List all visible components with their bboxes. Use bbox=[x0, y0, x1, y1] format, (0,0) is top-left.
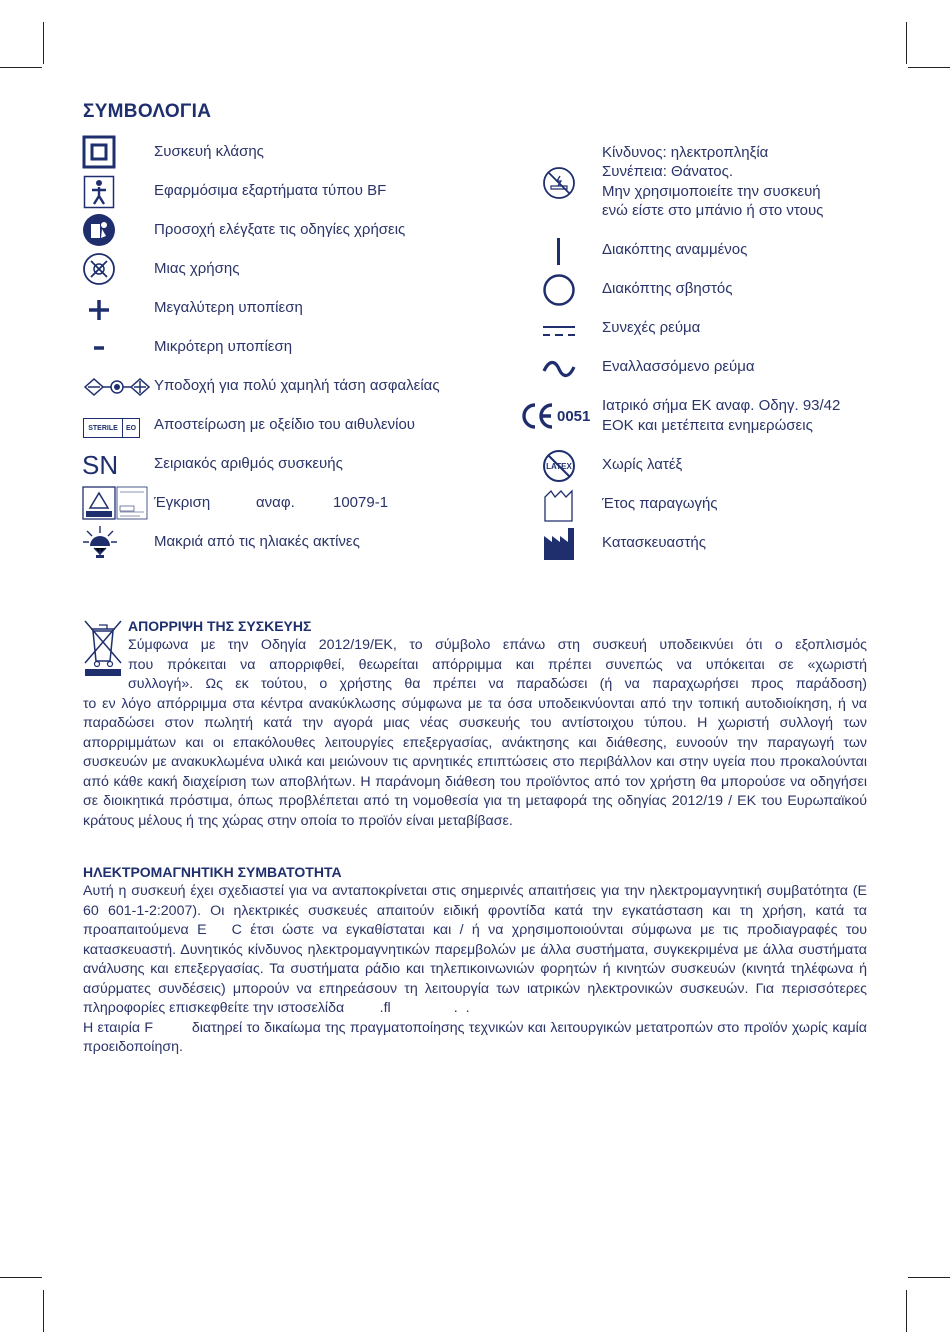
disposal-body: το εν λόγο απόρριμμα στα κέντρα ανακύκλωσης σύμφωνα με τα όσα υποδεικνύονται από την τοπική αυτοδιοίκηση, ή να παραδώσει στον πωλητή κατά την αγορά μιας νέας συσκευής του αντίστοιχου τύπου. Η χωριστή συλλογή των απορριμμάτων και οι επακόλουθες λειτουργίες επεξεργασίας, ανάκτησης και διάθεσης, ευνοούν την παραγωγή των συσκευών με ανακυκλωμένα υλικά και μειώνουν τις αρνητικές επιπτώσεις στο περιβάλλον και στην υγεία που προκαλούνται από κάθε κακή διαχείριση των αποβλήτων. Η παράνομη διάθεση του προϊόντος από τον χρήστη θα μπορούσε να οδηγήσει σε διοικητικά πρόστιμα, όπως προβλέπεται από τη νομοθεσία για τη μεταφορά της οδηγίας 2012/19 / ΕΚ του Ευρωπαϊκού κράτους μέλους ή της χώρας στην οποία το προϊόν είναι μεταβίβασε. bbox=[83, 695, 867, 829]
serial-number-icon: SN bbox=[82, 450, 119, 480]
crop-mark bbox=[906, 22, 907, 64]
electrocution-label-2: Συνέπεια: Θάνατος. bbox=[602, 163, 734, 180]
sterile-eo-icon bbox=[83, 418, 140, 438]
emc-heading: ΗΛΕΚΤΡΟΜΑΓΝΗΤΙΚΗ ΣΥΜΒΑΤΟΤΗΤΑ bbox=[83, 864, 342, 880]
disposal-section bbox=[83, 617, 867, 831]
single-use-icon bbox=[81, 251, 117, 287]
minus-icon bbox=[81, 330, 117, 366]
symbol-label: Κατασκευαστής bbox=[602, 534, 706, 551]
switch-off-icon bbox=[541, 272, 577, 308]
symbol-label: Εναλλασσόμενο ρεύμα bbox=[602, 358, 755, 375]
page-title: ΣΥΜΒΟΛΟΓΙΑ bbox=[83, 101, 212, 122]
symbol-label: Διακόπτης σβηστός bbox=[602, 280, 733, 297]
symbol-label: Προσοχή ελέγξατε τις οδηγίες χρήσεις bbox=[154, 221, 406, 238]
symbol-label: Μιας χρήσης bbox=[154, 260, 240, 277]
symbol-label: Υποδοχή για πολύ χαμηλή τάση ασφαλείας bbox=[154, 377, 440, 394]
symbol-label: Αποστείρωση με οξείδιο του αιθυλενίου bbox=[154, 416, 416, 433]
symbol-label: Εφαρμόσιμα εξαρτήματα τύπου BF bbox=[154, 182, 387, 199]
class-ii-icon bbox=[81, 134, 117, 170]
symbol-label: Χωρίς λατέξ bbox=[602, 456, 683, 473]
symbol-label: Έτος παραγωγής bbox=[602, 495, 718, 512]
electrocution-warning-icon bbox=[541, 165, 577, 201]
latex-free-icon bbox=[541, 448, 577, 484]
disposal-heading: ΑΠΟΡΡΙΨΗ ΤΗΣ ΣΥΣΚΕΥΗΣ bbox=[128, 618, 312, 634]
crop-mark bbox=[0, 1277, 42, 1278]
ce-mark-icon bbox=[519, 399, 590, 433]
symbol-label: Μακριά από τις ηλιακές ακτίνες bbox=[154, 533, 360, 550]
latex-glyph: LATEX bbox=[546, 462, 572, 471]
ce-label-2: ΕΟΚ και μετέπειτα ενημερώσεις bbox=[602, 417, 813, 434]
electrocution-label-3: Μην χρησιμοποιείτε την συσκευή bbox=[602, 183, 821, 200]
crop-mark bbox=[906, 1290, 907, 1332]
approval-label-2: αναφ. bbox=[256, 494, 295, 511]
symbol-label: Συσκευή κλάσης bbox=[154, 143, 264, 160]
approval-mark-icon bbox=[82, 485, 148, 521]
ce-label-1: Ιατρικό σήμα ΕΚ αναφ. Οδηγ. 93/42 bbox=[602, 397, 841, 414]
crop-mark bbox=[43, 1290, 44, 1332]
symbol-label: Διακόπτης αναμμένος bbox=[602, 241, 748, 258]
approval-label-1: Έγκριση bbox=[154, 494, 211, 511]
symbol-label: Σειριακός αριθμός συσκευής bbox=[154, 455, 343, 472]
ce-number: 0051 bbox=[557, 407, 591, 425]
symbol-label: Μικρότερη υποπίεση bbox=[154, 338, 293, 355]
sterile-badge-label: STERILE bbox=[84, 419, 123, 437]
eo-badge-label: EO bbox=[125, 424, 137, 432]
disposal-line: συλλογή». Ως εκ τούτου, ο χρήστης θα πρέπει να παραδώσει (ή να παραχωρήσει προς παράδοση) bbox=[128, 676, 867, 692]
instructions-icon bbox=[81, 212, 117, 248]
plus-icon bbox=[81, 292, 117, 328]
company-note: Η εταιρία F διατηρεί το δικαίωμα της πραγματοποίησης τεχνικών και λειτουργικών μετατροπών στο προϊόν χωρίς καμία προειδοποίηση. bbox=[83, 1019, 871, 1055]
manufacturer-icon bbox=[541, 526, 577, 562]
symbol-label: Μεγαλύτερη υποπίεση bbox=[154, 299, 303, 316]
electrocution-label-4: ενώ είστε στο μπάνιο ή στο ντους bbox=[602, 202, 824, 219]
crop-mark bbox=[43, 22, 44, 64]
disposal-line: που πρόκειται να απορριφθεί, θεωρείται απόρριμμα και πρέπει συνεπώς να υπόκειται σε «χωριστή bbox=[128, 656, 867, 673]
manufacture-date-icon bbox=[541, 487, 577, 523]
type-bf-icon bbox=[81, 174, 117, 210]
crop-mark bbox=[908, 67, 950, 68]
crop-mark bbox=[908, 1277, 950, 1278]
alternating-current-icon bbox=[541, 351, 577, 387]
switch-on-icon bbox=[557, 238, 560, 265]
crop-mark bbox=[0, 67, 42, 68]
emc-body: Αυτή η συσκευή έχει σχεδιαστεί για να ανταποκρίνεται στις σημερινές απαιτήσεις για την ηλεκτρομαγνητική συμβατότητα (E 60 601-1-2:2007). Οι ηλεκτρικές συσκευές απαιτούν ειδική φροντίδα κατά την εγκατάσταση και τη χρήση, κατά τα προαπαιτούμενα E C έτσι ώστε να εγκαθίσταται και / ή να χρησιμοποιούνται σύμφωνα με τις προδιαγραφές του κατασκευαστή. Δυνητικός κίνδυνος ηλεκτρομαγνητικών παρεμβολών με άλλα συστήματα, συγκεκριμένα με άλλα συστήματα ανάλυσης και επεξεργασίας. Τα συστήματα ράδιο και τηλεπικοινωνιών φορητών ή κινητών συσκευών (κινητά τηλέφωνα ή ασύρματες συνδέσεις) μπορούν να επηρεάσουν τη λειτουργία των ιατρικών ηλεκτρονικών συσκευών. Για περισσότερες πληροφορίες επισκεφθείτε την ιστοσελίδα .fl . . bbox=[83, 883, 887, 1016]
symbol-label: Συνεχές ρεύμα bbox=[602, 319, 701, 336]
keep-from-sunlight-icon bbox=[82, 524, 118, 560]
emc-section bbox=[83, 863, 887, 1058]
approval-label-3: 10079-1 bbox=[333, 494, 389, 511]
direct-current-icon bbox=[541, 312, 577, 348]
electrocution-label-1: Κίνδυνος: ηλεκτροπληξία bbox=[602, 144, 769, 161]
disposal-line: Σύμφωνα με την Οδηγία 2012/19/ΕΚ, το σύμβολο επάνω στη συσκευή υποδεικνύει ότι ο εξοπλισμός bbox=[128, 637, 867, 653]
selv-icon bbox=[82, 369, 152, 405]
